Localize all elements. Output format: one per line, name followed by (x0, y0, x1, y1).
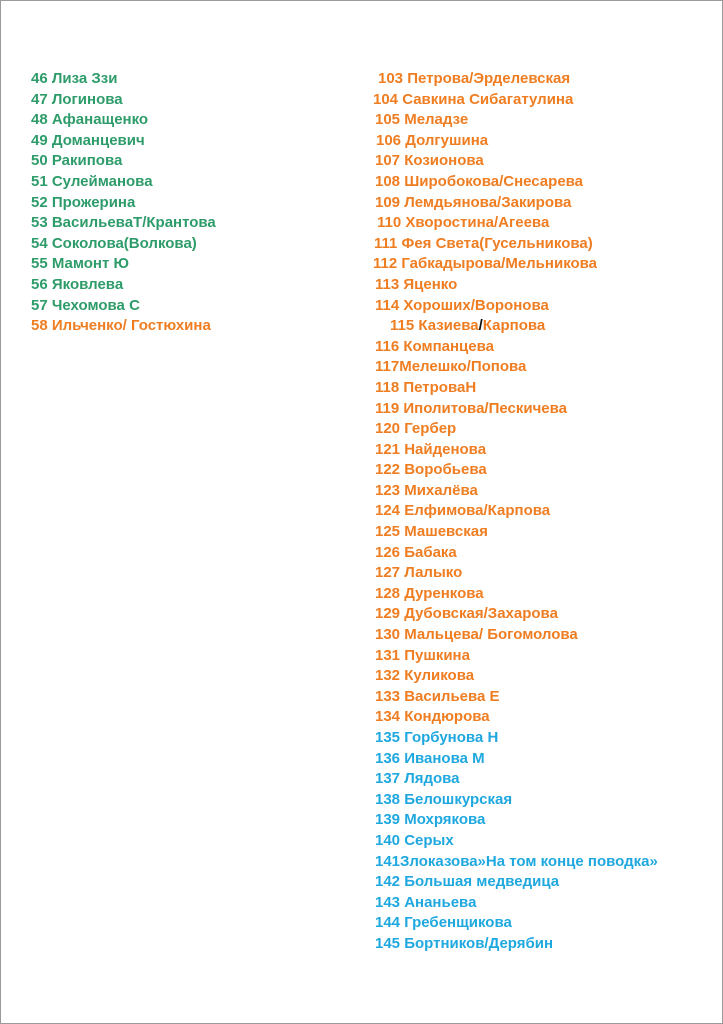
list-item: 54 Соколова(Волкова) (31, 234, 197, 252)
list-item: 103 Петрова/Эрделевская (378, 70, 571, 87)
list-item: 105 Меладзе (375, 111, 469, 129)
list-item: 108 Широбокова/Снесарева (375, 172, 584, 190)
list-item: 120 Гербер (375, 420, 457, 438)
list-item: 49 Доманцевич (31, 131, 145, 149)
list-item: 139 Мохрякова (375, 811, 486, 829)
list-item: 117Мелешко/Попова (375, 358, 527, 376)
list-item: 116 Компанцева (375, 337, 494, 355)
list-item: 126 Бабака (375, 543, 457, 561)
list-item: 138 Белошкурская (375, 790, 513, 808)
list-item: 133 Васильева Е (375, 687, 500, 705)
list-item: 135 Горбунова Н (375, 729, 499, 746)
list-item: 137 Лядова (375, 770, 460, 788)
list-item: 122 Воробьева (375, 461, 487, 479)
list-item: 106 Долгушина (376, 131, 489, 149)
list-item: 142 Большая медведица (375, 873, 560, 891)
list-item-text: Карпова (482, 317, 546, 335)
list-item: 118 ПетроваН (375, 378, 477, 396)
list-item: 107 Козионова (375, 152, 484, 170)
list-item: 121 Найденова (375, 440, 487, 458)
list-item: 128 Дуренкова (375, 584, 484, 602)
list-item: 109 Лемдьянова/Закирова (375, 193, 572, 211)
list-item (373, 316, 718, 337)
list-item: 50 Ракипова (31, 152, 123, 170)
list-item: 112 Габкадырова/Мельникова (373, 255, 598, 273)
list-item: 113 Яценко (375, 275, 458, 293)
list-item: 145 Бортников/Дерябин (375, 934, 554, 952)
list-item: 143 Ананьева (375, 893, 477, 911)
list-item: 53 ВасильеваТ/Крантова (31, 214, 216, 232)
list-item: 129 Дубовская/Захарова (375, 605, 558, 623)
list-item-separator: / (478, 317, 483, 335)
list-item: 127 Лалыко (375, 564, 463, 582)
list-item: 114 Хороших/Воронова (375, 296, 549, 314)
list-item: 104 Савкина Сибагатулина (373, 90, 574, 108)
list-item: 119 Иполитова/Пескичева (375, 399, 568, 417)
list-item-text: 115 Казиева (390, 317, 479, 335)
list-item: 110 Хворостина/Агеева (377, 214, 550, 232)
list-item: 47 Логинова (31, 90, 123, 108)
list-item: 55 Мамонт Ю (31, 255, 129, 273)
list-item: 131 Пушкина (375, 646, 470, 664)
list-item: 136 Иванова М (375, 749, 485, 767)
list-item: 124 Елфимова/Карпова (375, 502, 551, 520)
list-item: 123 Михалёва (375, 481, 478, 499)
list-item: 51 Сулейманова (31, 172, 153, 190)
list-item: 132 Куликова (375, 667, 475, 685)
list-item: 130 Мальцева/ Богомолова (375, 626, 578, 644)
right-column-list (373, 69, 718, 955)
list-item: 141Злоказова»На том конце поводка» (375, 852, 658, 870)
list-item: 134 Кондюрова (375, 708, 490, 726)
list-item: 140 Серых (375, 831, 454, 849)
list-item: 52 Прожерина (31, 193, 136, 211)
list-item: 125 Машевская (375, 523, 488, 541)
list-item: 144 Гребенщикова (375, 914, 512, 932)
list-item: 56 Яковлева (31, 275, 124, 293)
list-item: 57 Чехомова С (31, 296, 140, 314)
list-item: 111 Фея Света(Гусельникова) (374, 234, 593, 252)
list-item: 58 Ильченко/ Гостюхина (31, 317, 211, 335)
list-item: 48 Афанащенко (31, 111, 149, 129)
left-column-list (31, 69, 351, 337)
list-item: 46 Лиза Ззи (31, 70, 118, 87)
